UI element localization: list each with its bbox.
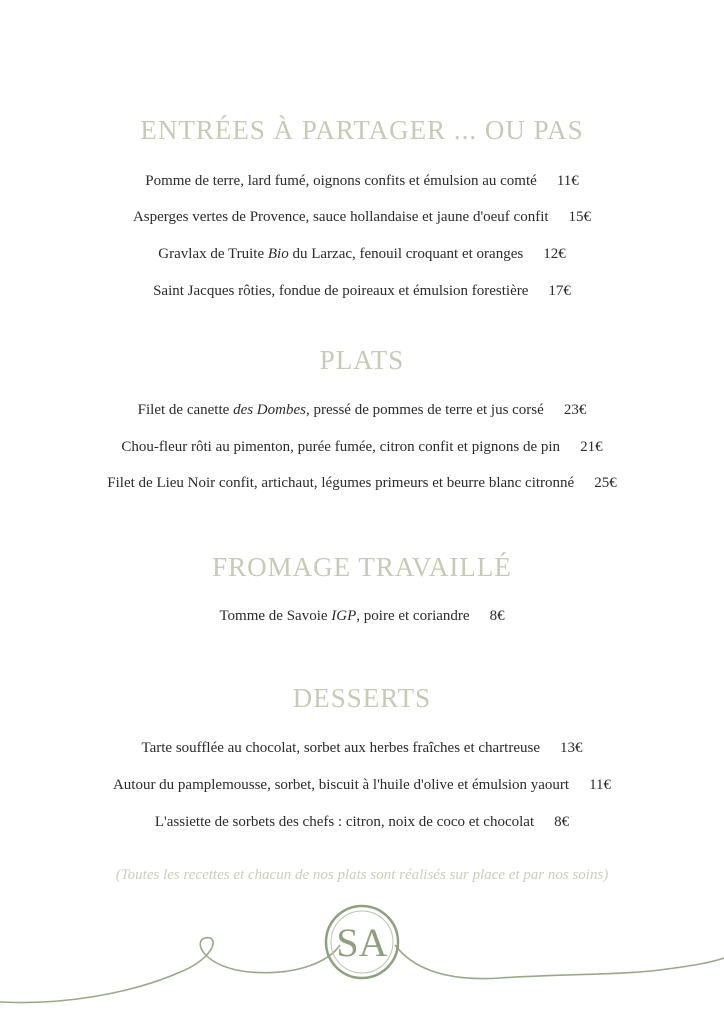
dish-description: Saint Jacques rôties, fondue de poireaux et émulsion forestière	[153, 283, 529, 299]
dish-price: 17€	[548, 283, 571, 299]
footnote: (Toutes les recettes et chacun de nos plats sont réalisés sur place et par nos soins)	[115, 867, 609, 883]
dish-description-rest: , poire et coriandre	[356, 608, 470, 624]
dish-description: Autour du pamplemousse, sorbet, biscuit à l'huile d'olive et émulsion yaourt	[112, 777, 570, 793]
menu-item	[0, 475, 724, 492]
dish-description: Asperges vertes de Provence, sauce hollandaise et jaune d'oeuf confit	[132, 209, 549, 225]
dish-description: Filet de canette	[137, 402, 234, 418]
logo-monogram: SA	[336, 920, 388, 965]
menu-item	[0, 209, 724, 226]
logo	[0, 890, 724, 1024]
menu-item	[0, 402, 724, 419]
menu-item	[0, 814, 724, 831]
dish-price: 15€	[568, 209, 592, 225]
dish-price: 12€	[543, 246, 566, 262]
dish-description: Filet de Lieu Noir confit, artichaut, légumes primeurs et beurre blanc citronné	[107, 475, 575, 491]
menu-item	[0, 283, 724, 300]
dish-description-rest: du Larzac, fenouil croquant et oranges	[288, 246, 524, 262]
dish-description: Tarte soufflée au chocolat, sorbet aux herbes fraîches et chartreuse	[141, 740, 540, 756]
dish-price: 23€	[563, 402, 587, 418]
dish-description-italic: des Dombes	[233, 402, 306, 418]
dish-price: 11€	[589, 777, 612, 793]
dish-price: 11€	[556, 173, 579, 189]
dish-description-italic: IGP	[331, 608, 357, 624]
dish-price: 25€	[594, 475, 617, 491]
dish-description: Gravlax de Truite	[158, 246, 268, 262]
menu-item	[0, 740, 724, 757]
dish-price: 13€	[559, 740, 583, 756]
dish-description-rest: , pressé de pommes de terre et jus corsé	[305, 402, 544, 418]
dish-description: Tomme de Savoie	[219, 608, 332, 624]
menu-item	[0, 246, 724, 263]
section-title-plats: PLATS	[319, 345, 405, 375]
dish-price: 8€	[489, 608, 505, 624]
logo-graphic	[0, 890, 724, 1024]
section-title-fromage: FROMAGE TRAVAILLÉ	[212, 552, 512, 582]
section-title-entrees: ENTRÉES À PARTAGER ... OU PAS	[140, 115, 584, 145]
menu-item	[0, 777, 724, 794]
menu-item	[0, 608, 724, 625]
dish-description: Chou-fleur rôti au pimenton, purée fumée, citron confit et pignons de pin	[121, 439, 561, 455]
dish-description-italic: Bio	[267, 246, 289, 262]
section-title-desserts: DESSERTS	[292, 683, 432, 713]
dish-description: Pomme de terre, lard fumé, oignons confits et émulsion au comté	[145, 173, 537, 189]
dish-price: 21€	[580, 439, 603, 455]
menu-item	[0, 173, 724, 190]
dish-description: L'assiette de sorbets des chefs : citron, noix de coco et chocolat	[154, 814, 535, 830]
menu-item	[0, 439, 724, 456]
dish-price: 8€	[554, 814, 570, 830]
